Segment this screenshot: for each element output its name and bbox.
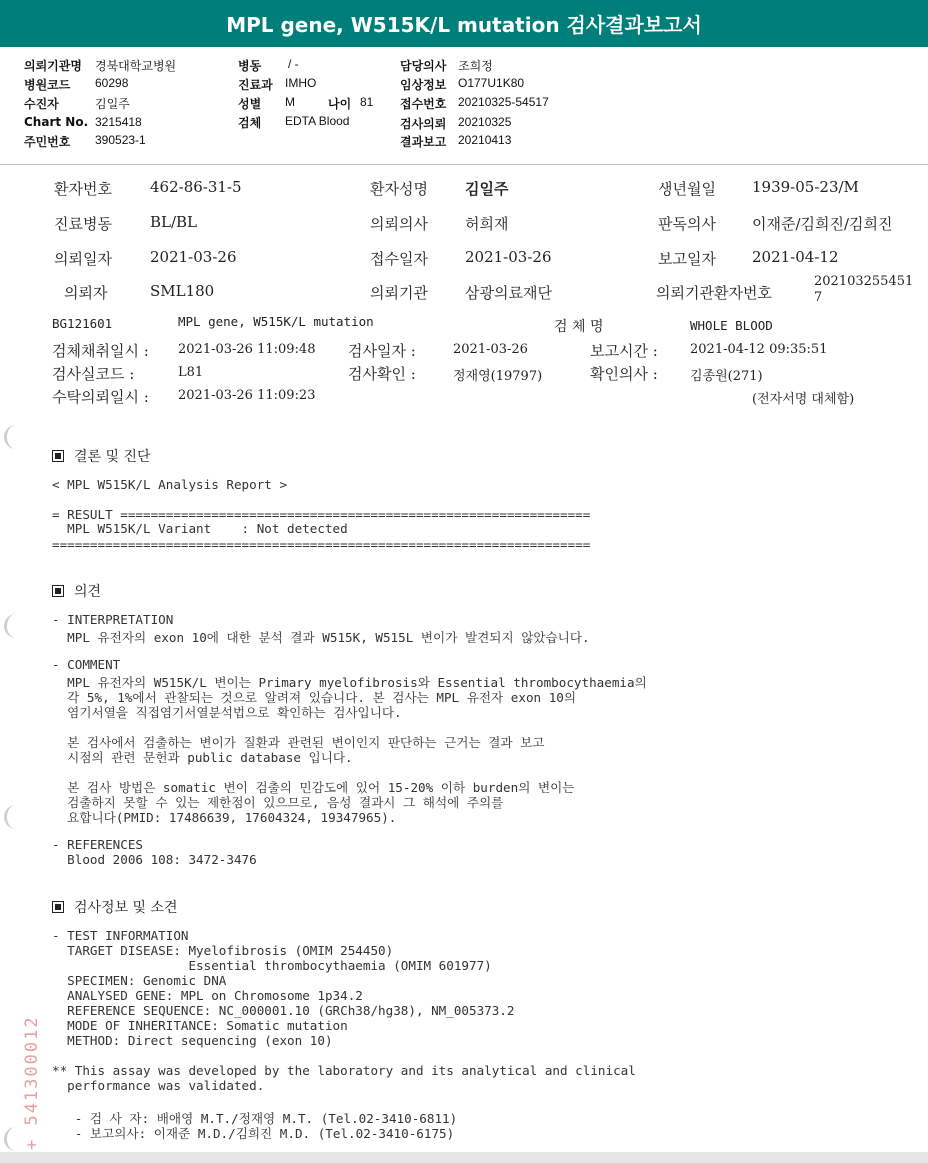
header-value: 김일주: [95, 97, 130, 111]
confirm-value: 정재영(19797): [453, 369, 543, 384]
comment-head: - COMMENT: [52, 657, 121, 672]
header-label: 접수번호: [400, 97, 447, 111]
grid-label: 의뢰의사: [370, 215, 428, 233]
report-heading: < MPL W515K/L Analysis Report >: [52, 477, 288, 492]
grid-value: 김일주: [465, 180, 509, 198]
header-value: O177U1K80: [458, 76, 525, 90]
comment-text: 본 검사에서 검출하는 변이가 질환과 관련된 변이인지 판단하는 근거는 결과 보고: [52, 735, 545, 750]
comment-text: MPL 유전자의 W515K/L 변이는 Primary myelofibrosis와 Essential thrombocythaemia의: [52, 675, 647, 690]
result-line: = RESULT ==============================================================: [52, 507, 591, 522]
test-info-line: MODE OF INHERITANCE: Somatic mutation: [52, 1018, 348, 1033]
header-label: 병동: [238, 59, 262, 73]
header-value: 60298: [95, 76, 129, 90]
section-title: 검사정보 및 소견: [74, 900, 178, 916]
header-label: 임상정보: [400, 78, 447, 92]
grid-value: 2021-03-26: [465, 248, 552, 266]
test-code: BG121601: [52, 316, 113, 331]
header-label: 진료과: [238, 78, 273, 92]
header-label: 주민번호: [24, 135, 71, 149]
header-value: 390523-1: [95, 133, 146, 147]
comment-text: 본 검사 방법은 somatic 변이 검출의 민감도에 있어 15-20% 이하 burden의 변이는: [52, 780, 575, 795]
staff-line: - 보고의사: 이재준 M.D./김희진 M.D. (Tel.02-3410-6175): [52, 1126, 455, 1141]
grid-label: 진료병동: [54, 215, 112, 233]
testdate-label: 검사일자 :: [348, 342, 416, 360]
test-info-line: Essential thrombocythaemia (OMIM 601977): [52, 958, 492, 973]
section-title: 의견: [74, 584, 102, 600]
header-label: 담당의사: [400, 59, 447, 73]
grid-value: BL/BL: [150, 213, 198, 231]
header-value: 경북대학교병원: [95, 59, 177, 73]
assay-note: ** This assay was developed by the laboratory and its analytical and clinical: [52, 1063, 636, 1078]
report-title: MPL gene, W515K/L mutation 검사결과보고서: [226, 13, 702, 37]
grid-label: 의뢰기관: [370, 284, 428, 302]
scan-mark: [4, 425, 21, 449]
collect-value: 2021-03-26 11:09:48: [178, 342, 316, 357]
header-value: M: [285, 95, 295, 109]
order-header: [0, 53, 928, 163]
header-value: 81: [360, 95, 374, 109]
grid-label: 환자번호: [54, 180, 112, 198]
footer-strip: [0, 1152, 928, 1163]
header-value: 조희정: [458, 59, 493, 73]
specimen-value: WHOLE BLOOD: [690, 318, 773, 333]
section-bullet-icon: [52, 585, 64, 597]
header-value: 20210325: [458, 115, 512, 129]
lab-code-value: L81: [178, 365, 204, 380]
test-info-line: TARGET DISEASE: Myelofibrosis (OMIM 254450): [52, 943, 394, 958]
interpretation-head: - INTERPRETATION: [52, 612, 174, 627]
section-opinion-heading: [52, 581, 101, 601]
header-value: 3215418: [95, 115, 142, 129]
reference-item: Blood 2006 108: 3472-3476: [52, 852, 257, 867]
header-label: 나이: [328, 97, 352, 111]
comment-text: 요합니다(PMID: 17486639, 17604324, 19347965).: [52, 810, 397, 825]
scan-mark: [4, 614, 21, 638]
grid-value: 허희재: [465, 215, 509, 233]
test-info-line: SPECIMEN: Genomic DNA: [52, 973, 227, 988]
test-info-line: REFERENCE SEQUENCE: NC_000001.10 (GRCh38/hg38), NM_005373.2: [52, 1003, 515, 1018]
doctor-value: 김종원(271): [690, 369, 763, 384]
confirm-label: 검사확인 :: [348, 365, 416, 383]
header-value: 20210413: [458, 133, 512, 147]
comment-text: 염기서열을 직접염기서열분석법으로 확인하는 검사입니다.: [52, 705, 402, 720]
staff-line: - 검 사 자: 배애영 M.T./정재영 M.T. (Tel.02-3410-6811): [52, 1111, 458, 1126]
grid-label: 의뢰기관환자번호: [656, 284, 772, 302]
section-bullet-icon: [52, 901, 64, 913]
report-title-banner: [0, 0, 928, 47]
header-label: 검사의뢰: [400, 117, 447, 131]
header-label: 성별: [238, 97, 262, 111]
header-divider: [0, 164, 928, 165]
comment-text: 검출하지 못할 수 있는 제한점이 있으므로, 음성 결과시 그 해석에 주의를: [52, 795, 504, 810]
grid-value: 2021-04-12: [752, 248, 839, 266]
section-bullet-icon: [52, 450, 64, 462]
collect-label: 검체채취일시 :: [52, 342, 149, 360]
receive-value: 2021-03-26 11:09:23: [178, 388, 316, 403]
grid-label: 의뢰일자: [54, 250, 112, 268]
test-info-line: ANALYSED GENE: MPL on Chromosome 1p34.2: [52, 988, 363, 1003]
grid-value: 202103255451: [814, 274, 914, 289]
header-value: IMHO: [285, 76, 317, 90]
scan-mark: [4, 805, 21, 829]
grid-value: 이재준/김희진/김희진: [752, 215, 893, 233]
section-title: 결론 및 진단: [74, 449, 151, 465]
grid-label: 의뢰자: [64, 284, 108, 302]
section-conclusion-heading: [52, 446, 151, 466]
test-name: MPL gene, W515K/L mutation: [178, 314, 374, 329]
grid-value: 1939-05-23/M: [752, 178, 859, 196]
assay-note: performance was validated.: [52, 1078, 265, 1093]
scan-mark: [4, 1127, 21, 1151]
grid-label: 환자성명: [370, 180, 428, 198]
references-head: - REFERENCES: [52, 837, 143, 852]
interpretation-text: MPL 유전자의 exon 10에 대한 분석 결과 W515K, W515L 변이가 발견되지 않았습니다.: [52, 630, 590, 645]
grid-label: 생년월일: [658, 180, 716, 198]
grid-label: 보고일자: [658, 250, 716, 268]
test-info-head: - TEST INFORMATION: [52, 928, 189, 943]
header-label: 의뢰기관명: [24, 59, 82, 73]
header-label: 검체: [238, 116, 262, 130]
header-value: 20210325-54517: [458, 95, 549, 109]
header-label: 수진자: [24, 97, 59, 111]
specimen-label: 검 체 명: [554, 319, 604, 335]
receive-label: 수탁의뢰일시 :: [52, 388, 149, 406]
header-label: Chart No.: [24, 115, 89, 129]
grid-value: SML180: [150, 282, 215, 300]
test-info-line: METHOD: Direct sequencing (exon 10): [52, 1033, 333, 1048]
lab-code-label: 검사실코드 :: [52, 365, 135, 383]
header-label: 병원코드: [24, 78, 71, 92]
testdate-value: 2021-03-26: [453, 342, 528, 357]
grid-value: 2021-03-26: [150, 248, 237, 266]
grid-value: 7: [814, 290, 823, 305]
header-label: 결과보고: [400, 135, 447, 149]
report-time-label: 보고시간 :: [590, 342, 658, 360]
doctor-label: 확인의사 :: [590, 365, 658, 383]
grid-value: 462-86-31-5: [150, 178, 242, 196]
report-time-value: 2021-04-12 09:35:51: [690, 342, 828, 357]
variant-result: MPL W515K/L Variant : Not detected: [52, 521, 348, 536]
grid-label: 접수일자: [370, 250, 428, 268]
comment-text: 각 5%, 1%에서 관찰되는 것으로 알려져 있습니다. 본 검사는 MPL 유전자 exon 10의: [52, 690, 577, 705]
grid-value: 삼광의료재단: [465, 284, 552, 302]
side-barcode-text: + 541300012: [22, 1015, 42, 1150]
header-value: / -: [288, 57, 299, 71]
grid-label: 판독의사: [658, 215, 716, 233]
result-divider: =======================================================================: [52, 537, 591, 552]
comment-text: 시점의 관련 문헌과 public database 입니다.: [52, 750, 353, 765]
section-testinfo-heading: [52, 897, 178, 917]
header-value: EDTA Blood: [285, 114, 350, 128]
signature-note: (전자서명 대체함): [752, 392, 855, 407]
